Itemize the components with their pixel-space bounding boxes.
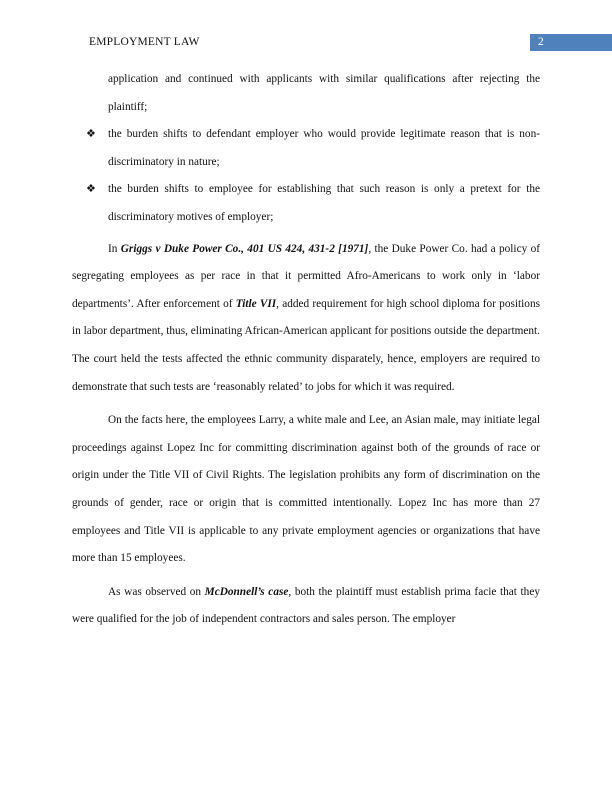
document-body xyxy=(72,66,540,634)
case-citation: McDonnell’s case xyxy=(204,585,289,598)
text-run: , added requirement for high school diploma for positions in labor department, thus, eliminating African-American applicant for positions outside the department. The court held the tests affected the ethnic community disparately, hence, employers are required to demonstrate that such tests are ‘reasonably related’ to jobs for which it was required. xyxy=(72,297,540,393)
paragraph-mcdonnell xyxy=(72,579,540,634)
text-run: In xyxy=(108,242,121,255)
text-run: , the Duke Power Co. had a policy of segregating employees as per race in that it permitted Afro-Americans to work only in ‘labor departments’. After enforcement of xyxy=(72,242,540,310)
list-item-text: the burden shifts to defendant employer who would provide legitimate reason that is non-discriminatory in nature; xyxy=(108,128,540,168)
text-run: , both the plaintiff must establish prima facie that they were qualified for the job of independent contractors and sales person. The employer xyxy=(72,585,540,626)
continued-list-text: application and continued with applicants with similar qualifications after rejecting the plaintiff; xyxy=(108,73,540,113)
statute-reference: Title VII xyxy=(235,297,277,310)
page-number: 2 xyxy=(538,36,544,48)
list-item xyxy=(72,121,540,176)
paragraph-facts: On the facts here, the employees Larry, a white male and Lee, an Asian male, may initiate legal proceedings against Lopez Inc for committing discrimination against both of the grounds of race or origin under the Title VII of Civil Rights. The legislation prohibits any form of discrimination on the grounds of gender, race or origin that is committed intentionally. Lopez Inc has more than 27 employees and Title VII is applicable to any private employment agencies or organizations that have more than 15 employees. xyxy=(72,414,540,565)
case-citation: Griggs v Duke Power Co., 401 US 424, 431-2 [1971] xyxy=(120,242,369,255)
running-header-title: EMPLOYMENT LAW xyxy=(89,36,200,48)
list-item-text: the burden shifts to employee for establishing that such reason is only a pretext for the discriminatory motives of employer; xyxy=(108,183,540,223)
diamond-bullet-icon: ❖ xyxy=(86,128,96,141)
list-item xyxy=(72,176,540,231)
diamond-bullet-icon: ❖ xyxy=(86,183,96,196)
text-run: As was observed on xyxy=(108,585,205,598)
paragraph-griggs xyxy=(72,236,540,402)
bullet-list xyxy=(72,121,540,231)
